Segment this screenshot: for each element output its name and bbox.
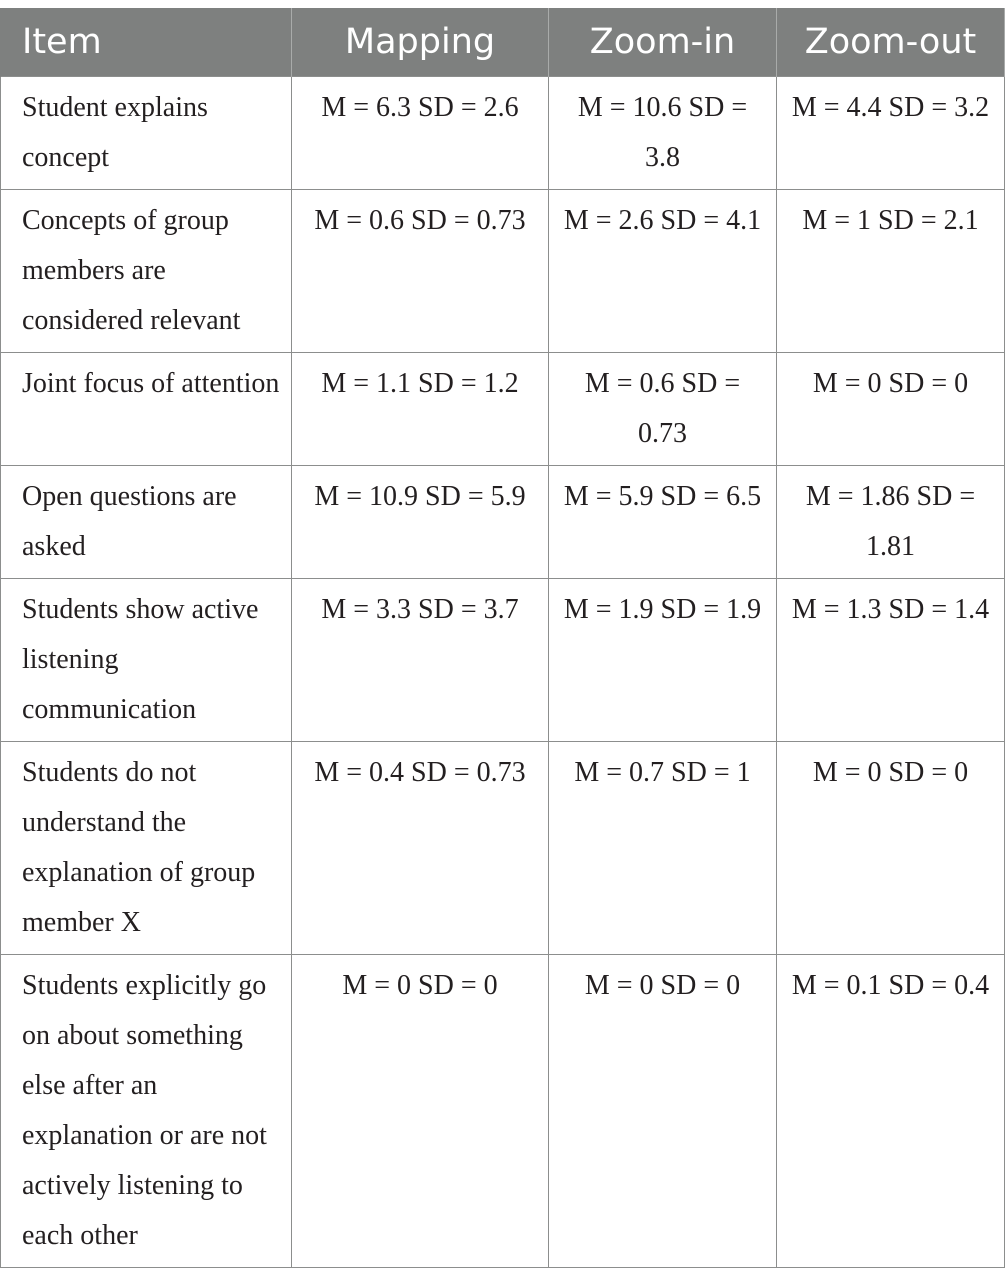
mapping-cell: M = 0.6 SD = 0.73 <box>292 190 549 353</box>
results-table <box>0 8 1005 1268</box>
zoom-in-cell: M = 10.6 SD = 3.8 <box>549 77 777 190</box>
mapping-cell: M = 6.3 SD = 2.6 <box>292 77 549 190</box>
table-row <box>1 955 1005 1268</box>
item-cell: Students show active listening communication <box>1 579 292 742</box>
zoom-in-cell: M = 0.6 SD = 0.73 <box>549 353 777 466</box>
zoom-out-cell: M = 0 SD = 0 <box>777 742 1005 955</box>
item-cell: Students explicitly go on about something else after an explanation or are not actively listening to each other <box>1 955 292 1268</box>
item-cell: Concepts of group members are considered relevant <box>1 190 292 353</box>
mapping-cell: M = 0 SD = 0 <box>292 955 549 1268</box>
zoom-out-cell: M = 1 SD = 2.1 <box>777 190 1005 353</box>
mapping-cell: M = 3.3 SD = 3.7 <box>292 579 549 742</box>
zoom-in-cell: M = 1.9 SD = 1.9 <box>549 579 777 742</box>
zoom-in-cell: M = 0 SD = 0 <box>549 955 777 1268</box>
zoom-in-cell: M = 0.7 SD = 1 <box>549 742 777 955</box>
zoom-in-cell: M = 5.9 SD = 6.5 <box>549 466 777 579</box>
mapping-cell: M = 1.1 SD = 1.2 <box>292 353 549 466</box>
mapping-cell: M = 0.4 SD = 0.73 <box>292 742 549 955</box>
zoom-out-cell: M = 0 SD = 0 <box>777 353 1005 466</box>
table-row <box>1 353 1005 466</box>
zoom-in-cell: M = 2.6 SD = 4.1 <box>549 190 777 353</box>
table-row <box>1 190 1005 353</box>
zoom-out-cell: M = 1.86 SD = 1.81 <box>777 466 1005 579</box>
header-zoom-out: Zoom-out <box>777 8 1005 77</box>
header-zoom-in: Zoom-in <box>549 8 777 77</box>
table-row <box>1 77 1005 190</box>
mapping-cell: M = 10.9 SD = 5.9 <box>292 466 549 579</box>
zoom-out-cell: M = 1.3 SD = 1.4 <box>777 579 1005 742</box>
item-cell: Open questions are asked <box>1 466 292 579</box>
header-row <box>1 8 1005 77</box>
item-cell: Student explains concept <box>1 77 292 190</box>
header-item: Item <box>1 8 292 77</box>
zoom-out-cell: M = 4.4 SD = 3.2 <box>777 77 1005 190</box>
item-cell: Joint focus of attention <box>1 353 292 466</box>
header-mapping: Mapping <box>292 8 549 77</box>
table-header <box>1 8 1005 77</box>
item-cell: Students do not understand the explanation of group member X <box>1 742 292 955</box>
table-row <box>1 742 1005 955</box>
table-row <box>1 579 1005 742</box>
zoom-out-cell: M = 0.1 SD = 0.4 <box>777 955 1005 1268</box>
table-row <box>1 466 1005 579</box>
table-body <box>1 77 1005 1268</box>
